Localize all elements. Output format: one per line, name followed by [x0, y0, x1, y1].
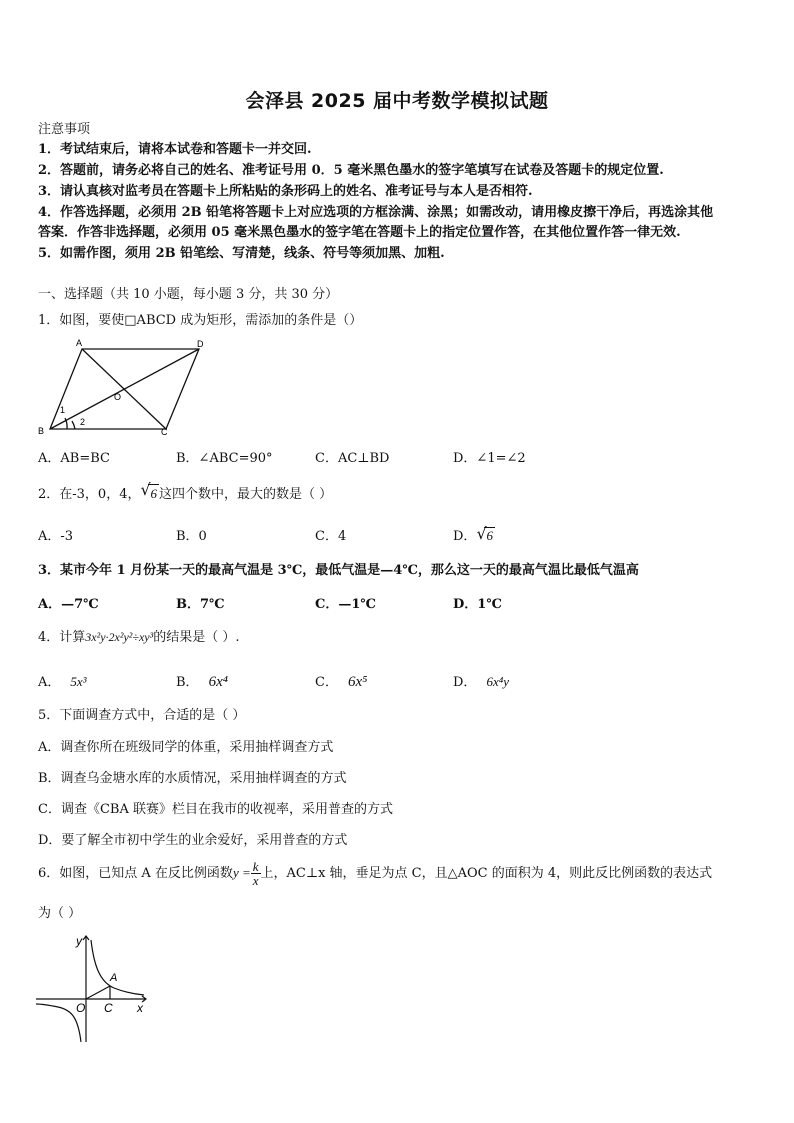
- label-c: C: [161, 427, 168, 437]
- q4-option-a-letter: A．: [38, 675, 61, 690]
- notice-item-4: 4．作答选择题，必须用 2B 铅笔将答题卡上对应选项的方框涂满、涂黑；如需改动，请用橡皮擦干净后，再选涂其他: [38, 205, 714, 220]
- q5-option-d: D．要了解全市初中学生的业余爱好，采用普查的方式: [38, 833, 348, 848]
- q4-stem-pre: 4．计算: [38, 630, 86, 645]
- q3-stem: 3．某市今年 1 月份某一天的最高气温是 3℃，最低气温是—4℃，那么这一天的最高气温比最低气温高: [38, 563, 639, 578]
- label-b: B: [38, 426, 45, 436]
- angle-arc-2: [72, 421, 75, 429]
- q4-option-c-letter: C．: [315, 675, 338, 690]
- label-d: D: [197, 339, 204, 349]
- label-angle-1: 1: [60, 405, 66, 415]
- q2-option-b: B．0: [176, 529, 207, 544]
- q2-sqrt: [140, 480, 159, 504]
- label-c: C: [104, 1001, 113, 1015]
- q2-option-d-sqrt: [476, 524, 495, 544]
- hyperbola-branch-upper: [91, 940, 144, 995]
- q4-option-d-value: 6x⁴y: [486, 674, 509, 689]
- q2-stem: [38, 480, 333, 504]
- q6-fraction: [251, 860, 261, 887]
- q5-stem: 5．下面调查方式中，合适的是（ ）: [38, 708, 246, 723]
- q6-y-eq: y =: [232, 865, 251, 880]
- q4-option-b-letter: B．: [176, 675, 199, 690]
- label-a: A: [76, 338, 83, 348]
- q6-stem: [38, 860, 712, 887]
- q1-option-c: C．AC⊥BD: [315, 451, 390, 466]
- q5-option-c: C．调查《CBA 联赛》栏目在我市的收视率，采用普查的方式: [38, 802, 393, 817]
- segment-oa: [86, 986, 110, 999]
- q2-radicand: 6: [150, 486, 157, 501]
- section-heading: 一、选择题（共 10 小题，每小题 3 分，共 30 分）: [38, 287, 339, 302]
- q1-option-b: B．∠ABC=90°: [176, 451, 273, 466]
- diagonal-bd: [50, 349, 199, 429]
- q2-option-d-radicand: 6: [486, 528, 493, 543]
- label-y: y: [76, 934, 82, 948]
- q4-option-b: [176, 671, 228, 691]
- q2-option-a: A．-3: [38, 529, 74, 544]
- q4-stem: [38, 628, 239, 647]
- page-title: 会泽县 2025 届中考数学模拟试题: [245, 90, 549, 112]
- label-a: A: [110, 972, 118, 984]
- q1-option-d: D．∠1=∠2: [453, 451, 526, 466]
- q4-expression: 3x²y·2x²y²÷xy³: [85, 630, 154, 644]
- q3-option-c: C．—1℃: [315, 597, 376, 612]
- q6-stem-pre: 6．如图，已知点 A 在反比例函数: [38, 866, 233, 881]
- q1-parallelogram-figure: [34, 336, 214, 438]
- q4-option-d-letter: D．: [453, 675, 477, 690]
- q6-stem-line2: 为（ ）: [38, 906, 82, 921]
- q3-option-b: B．7℃: [176, 597, 225, 612]
- q4-option-b-value: 6x⁴: [208, 674, 228, 690]
- q2-option-d: [453, 525, 495, 544]
- q6-fraction-numerator: k: [252, 859, 259, 874]
- notice-item-4-cont: 答案．作答非选择题，必须用 05 毫米黑色墨水的签字笔在答题卡上的指定位置作答，在其他位置作答一律无效.: [38, 225, 681, 240]
- q2-stem-pre: 2．在-3，0，4，: [38, 487, 141, 502]
- notice-item-5: 5．如需作图，须用 2B 铅笔绘、写清楚，线条、符号等须加黑、加粗.: [38, 246, 445, 261]
- q6-fraction-denominator: x: [252, 873, 259, 888]
- label-origin: O: [76, 1001, 86, 1015]
- q3-option-d: D．1℃: [453, 597, 502, 612]
- q6-hyperbola-figure: [34, 930, 154, 1048]
- q2-option-c: C．4: [315, 529, 347, 544]
- q4-option-a-value: 5x³: [70, 674, 87, 689]
- q1-stem: 1．如图，要使□ABCD 成为矩形，需添加的条件是（）: [38, 313, 363, 328]
- hyperbola-branch-lower: [36, 1004, 81, 1042]
- q4-option-c-value: 6x⁵: [347, 674, 368, 690]
- q5-option-b: B．调查乌金塘水库的水质情况，采用抽样调查的方式: [38, 771, 347, 786]
- notice-item-3: 3．请认真核对监考员在答题卡上所粘贴的条形码上的姓名、准考证号与本人是否相符.: [38, 184, 533, 199]
- notice-item-2: 2．答题前，请务必将自己的姓名、准考证号用 0．5 毫米黑色墨水的签字笔填写在试卷及答题卡的规定位置.: [38, 163, 664, 178]
- q1-option-a: A．AB=BC: [38, 451, 110, 466]
- q2-stem-post: 这四个数中，最大的数是（ ）: [158, 487, 333, 502]
- notice-item-1: 1．考试结束后，请将本试卷和答题卡一并交回.: [38, 142, 312, 157]
- q6-stem-post: 上，AC⊥x 轴，垂足为点 C，且△AOC 的面积为 4，则此反比例函数的表达式: [260, 866, 713, 881]
- label-angle-2: 2: [80, 417, 86, 427]
- q4-option-a: [38, 671, 87, 690]
- q3-option-a: A．—7℃: [38, 597, 99, 612]
- label-o: O: [114, 392, 122, 402]
- q2-option-d-prefix: D．: [453, 529, 477, 544]
- q4-option-c: [315, 671, 367, 691]
- sqrt-sign-icon: √: [476, 524, 487, 543]
- q4-option-d: [453, 671, 509, 690]
- notice-heading: 注意事项: [38, 122, 91, 137]
- q4-stem-post: 的结果是（ ）.: [153, 630, 240, 645]
- label-x: x: [137, 1001, 143, 1015]
- sqrt-sign-icon: √: [140, 480, 151, 499]
- q5-option-a: A．调查你所在班级同学的体重，采用抽样调查方式: [38, 740, 334, 755]
